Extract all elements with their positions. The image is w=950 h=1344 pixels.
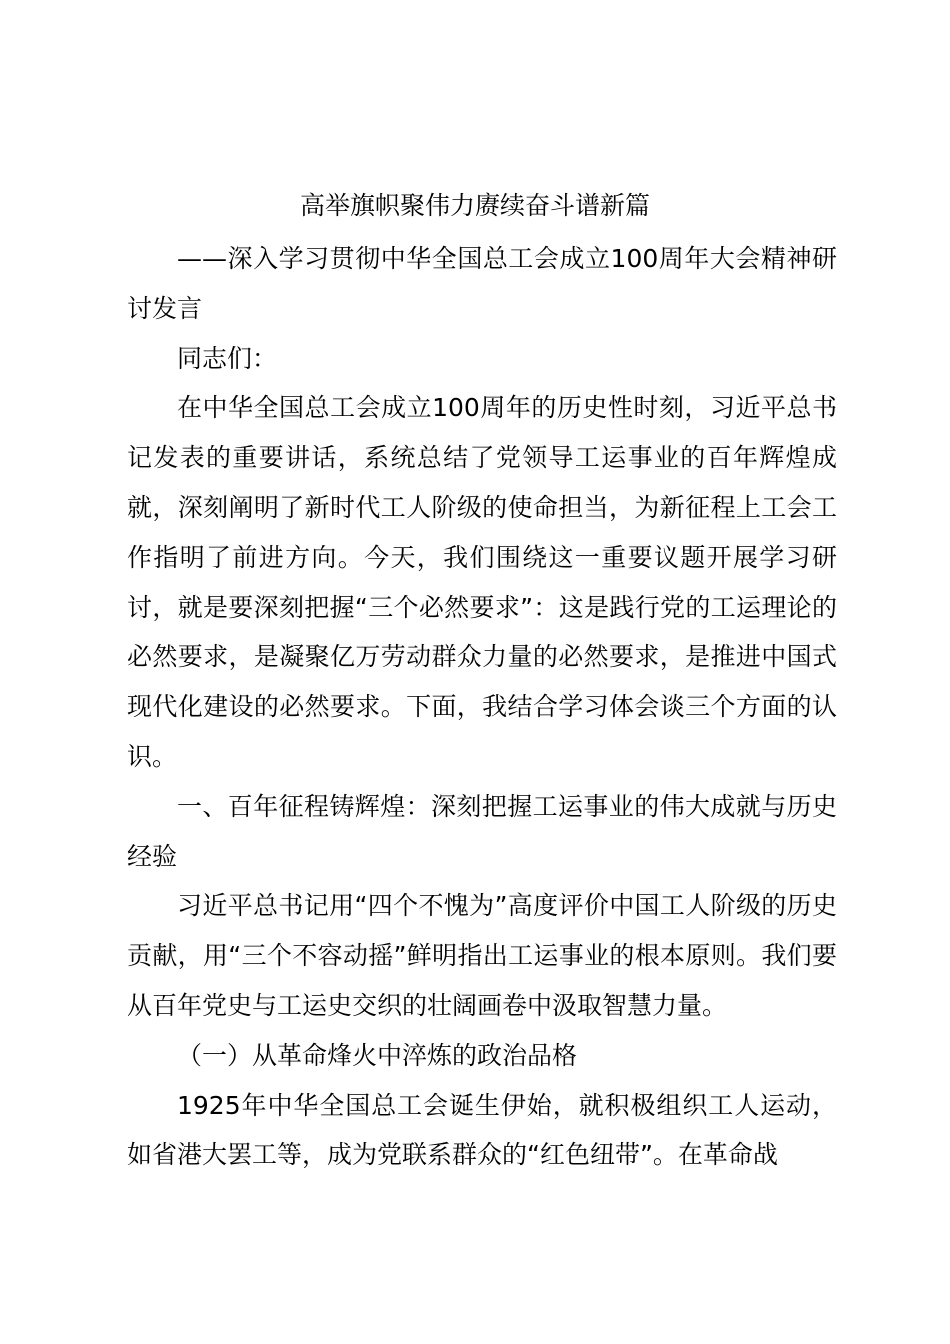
subsection-heading-1: （一）从革命烽火中淬炼的政治品格 <box>177 1040 578 1070</box>
salutation: 同志们： <box>177 343 278 373</box>
section-heading-1: 一、百年征程铸辉煌：深刻把握工运事业的伟大成就与历史经验 <box>127 791 837 871</box>
document-subtitle: ——深入学习贯彻中华全国总工会成立100周年大会精神研讨发言 <box>127 244 837 323</box>
paragraph-section-1: 习近平总书记用“四个不愧为”高度评价中国工人阶级的历史贡献，用“三个不容动摇”鲜明指出工运事业的根本原则。我们要从百年党史与工运史交织的壮阔画卷中汲取智慧力量。 <box>127 891 837 1020</box>
document-body <box>127 234 837 1180</box>
paragraph-subsection-1: 1925年中华全国总工会诞生伊始，就积极组织工人运动，如省港大罢工等，成为党联系群众的“红色纽带”。在革命战 <box>127 1090 837 1170</box>
document-title: 高举旗帜聚伟力赓续奋斗谱新篇 <box>299 191 650 220</box>
paragraph-intro: 在中华全国总工会成立100周年的历史性时刻，习近平总书记发表的重要讲话，系统总结了党领导工运事业的百年辉煌成就，深刻阐明了新时代工人阶级的使命担当，为新征程上工会工作指明了前进方向。今天，我们围绕这一重要议题开展学习研讨，就是要深刻把握“三个必然要求”：这是践行党的工运理论的必然要求，是凝聚亿万劳动群众力量的必然要求，是推进中国式现代化建设的必然要求。下面，我结合学习体会谈三个方面的认识。 <box>127 393 837 771</box>
